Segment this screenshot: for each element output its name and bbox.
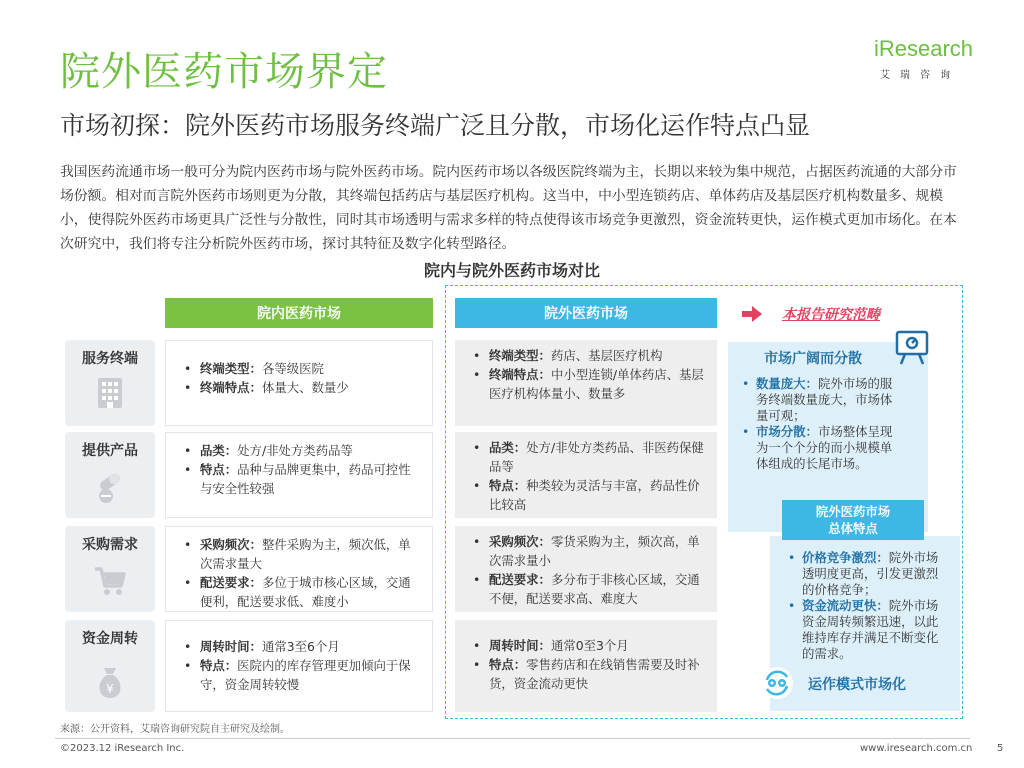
row-header-capital-turnover [65, 620, 155, 712]
overall-features-badge: 院外医药市场 总体特点 [782, 500, 924, 540]
list-item: • 周转时间：通常0至3个月 [469, 636, 707, 655]
ops-list [788, 550, 948, 662]
pills-icon [91, 468, 129, 506]
footer-divider [55, 738, 970, 739]
page-title: 院外医药市场界定 [60, 49, 388, 95]
cell-outer-procurement [455, 526, 717, 612]
svg-text:¥: ¥ [106, 682, 114, 696]
list-item: • 终端类型：各等级医院 [180, 359, 422, 378]
money-bag-icon [91, 664, 129, 702]
building-icon [91, 374, 129, 412]
list-item: • 终端特点：中小型连锁/单体药店、基层医疗机构体量小、数量多 [469, 365, 707, 403]
list-item: • 价格竞争激烈：院外市场透明度更高，引发更激烈的价格竞争； [788, 550, 948, 598]
iresearch-logo [874, 36, 984, 88]
cell-inner-procurement [165, 526, 433, 612]
cart-icon [91, 562, 129, 600]
column-header-outer: 院外医药市场 [455, 298, 717, 328]
list-item: • 数量庞大：院外市场的服务终端数量庞大，市场体量可观； [742, 376, 900, 424]
row-label: 采购需求 [82, 537, 138, 553]
table-title: 院内与院外医药市场对比 [423, 261, 600, 280]
broad-title: 市场广阔而分散 [764, 351, 862, 367]
page-number: 5 [997, 743, 1004, 754]
page-subtitle: 市场初探：院外医药市场服务终端广泛且分散，市场化运作特点凸显 [60, 111, 811, 140]
list-item: • 采购频次：整件采购为主，频次低，单次需求量大 [180, 535, 422, 573]
arrow-right-icon [742, 306, 762, 322]
footer-copyright: ©2023.12 iResearch Inc. [60, 743, 185, 754]
list-item: • 特点：种类较为灵活与丰富，药品性价比较高 [469, 476, 707, 514]
list-item: • 特点：医院内的库存管理更加倾向于保守，资金周转较慢 [180, 656, 422, 694]
cell-inner-products [165, 432, 433, 518]
column-header-inner: 院内医药市场 [165, 298, 433, 328]
row-label: 资金周转 [82, 631, 138, 647]
cell-outer-capital-turnover [455, 620, 717, 712]
list-item: • 周转时间：通常3至6个月 [180, 637, 422, 656]
row-label: 服务终端 [82, 351, 138, 367]
report-scope-label: 本报告研究范畴 [782, 307, 880, 323]
intro-paragraph: 我国医药流通市场一般可分为院内医药市场与院外医药市场。院内医药市场以各级医院终端为主，长期以来较为集中规范，占据医药流通的大部分市场份额。相对而言院外医药市场则更为分散，其终端包括药店与基层医疗机构。这当中，中小型连锁药店、单体药店及基层医疗机构数量多、规模小，使得院外医药市场更具广泛性与分散性，同时其市场透明与需求多样的特点使得该市场竞争更激烈，资金流转更快，运作模式更加市场化。在本次研究中，我们将专注分析院外医药市场，探讨其特征及数字化转型路径。 [60, 164, 957, 252]
logo-sub: 艾瑞咨询 [880, 70, 960, 81]
logo-brand: iResearch [874, 36, 974, 61]
cell-outer-products [455, 432, 717, 518]
list-item: • 品类：处方/非处方类药品、非医药保健品等 [469, 438, 707, 476]
ops-model-title: 运作模式市场化 [808, 677, 906, 693]
list-item: • 终端特点：体量大、数量少 [180, 378, 422, 397]
list-item: • 配送要求：多分布于非核心区域，交通不便，配送要求高、难度大 [469, 570, 707, 608]
row-header-service-terminal [65, 340, 155, 426]
row-label: 提供产品 [82, 443, 138, 459]
footer-site: www.iresearch.com.cn [860, 743, 973, 754]
list-item: • 资金流动更快：院外市场资金周转频繁迅速，以此维持库存并满足不断变化的需求。 [788, 598, 948, 662]
row-header-products [65, 432, 155, 518]
list-item: • 特点：品种与品牌更集中，药品可控性与安全性较强 [180, 460, 422, 498]
cell-inner-service-terminal [165, 340, 433, 426]
gears-icon [760, 666, 794, 700]
list-item: • 品类：处方/非处方类药品等 [180, 441, 422, 460]
list-item: • 配送要求：多位于城市核心区域，交通便利，配送要求低、难度小 [180, 573, 422, 611]
list-item: • 特点：零售药店和在线销售需要及时补货，资金流动更快 [469, 655, 707, 693]
cell-inner-capital-turnover [165, 620, 433, 712]
presentation-board-icon [895, 330, 929, 366]
list-item: • 采购频次：零货采购为主，频次高，单次需求量小 [469, 532, 707, 570]
row-header-procurement [65, 526, 155, 612]
source-note: 来源：公开资料，艾瑞咨询研究院自主研究及绘制。 [60, 724, 290, 735]
list-item: • 终端类型：药店、基层医疗机构 [469, 346, 707, 365]
broad-list [742, 376, 900, 472]
list-item: • 市场分散：市场整体呈现为一个个分的而小规模单体组成的长尾市场。 [742, 424, 900, 472]
cell-outer-service-terminal [455, 340, 717, 426]
